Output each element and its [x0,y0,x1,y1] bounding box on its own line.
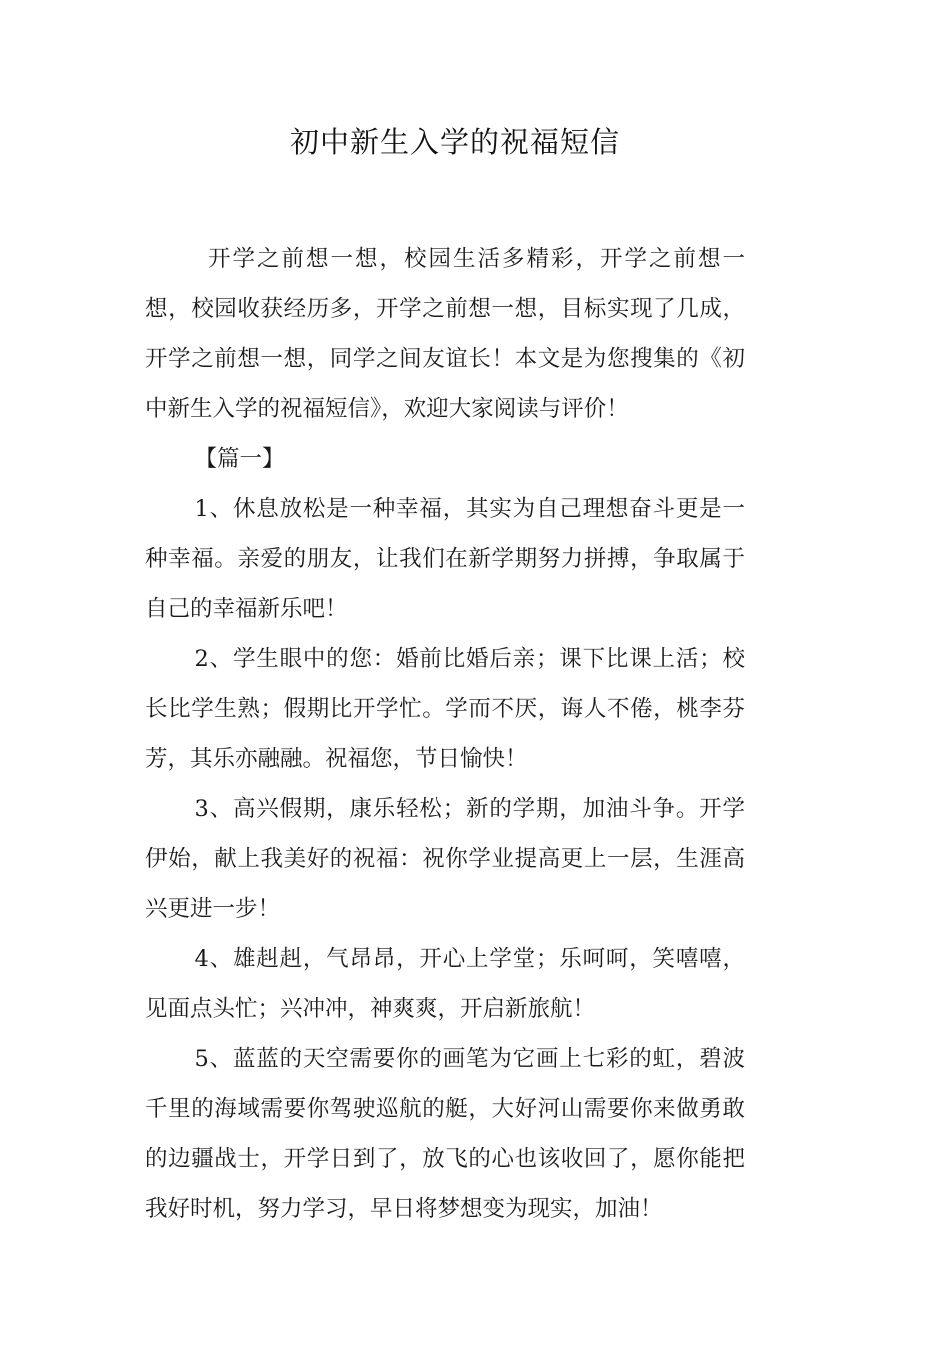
document-title: 初中新生入学的祝福短信 [289,125,620,159]
intro-paragraph: 开学之前想一想，校园生活多精彩，开学之前想一想，校园收获经历多，开学之前想一想，目标实现了几成，开学之前想一想，同学之间友谊长！本文是为您搜集的《初中新生入学的祝福短信》，欢迎大家阅读与评价！ [145,246,745,422]
list-item: 2、学生眼中的您：婚前比婚后亲；课下比课上活；校长比学生熟；假期比开学忙。学而不厌，诲人不倦，桃李芬芳，其乐亦融融。祝福您，节日愉快！ [145,646,745,772]
list-item: 5、蓝蓝的天空需要你的画笔为它画上七彩的虹，碧波千里的海域需要你驾驶巡航的艇，大好河山需要你来做勇敢的边疆战士，开学日到了，放飞的心也该收回了，愿你能把我好时机，努力学习，早日将梦想变为现实，加油！ [145,1046,745,1222]
list-item: 3、高兴假期，康乐轻松；新的学期，加油斗争。开学伊始，献上我美好的祝福：祝你学业提高更上一层，生涯高兴更进一步！ [145,796,745,922]
list-item: 1、休息放松是一种幸福，其实为自己理想奋斗更是一种幸福。亲爱的朋友，让我们在新学期努力拼搏，争取属于自己的幸福新乐吧！ [145,496,745,622]
list-item: 4、雄赳赳，气昂昂，开心上学堂；乐呵呵，笑嘻嘻，见面点头忙；兴冲冲，神爽爽，开启新旅航！ [145,946,745,1022]
document-body [145,234,745,1234]
section-heading: 【篇一】 [194,446,285,472]
